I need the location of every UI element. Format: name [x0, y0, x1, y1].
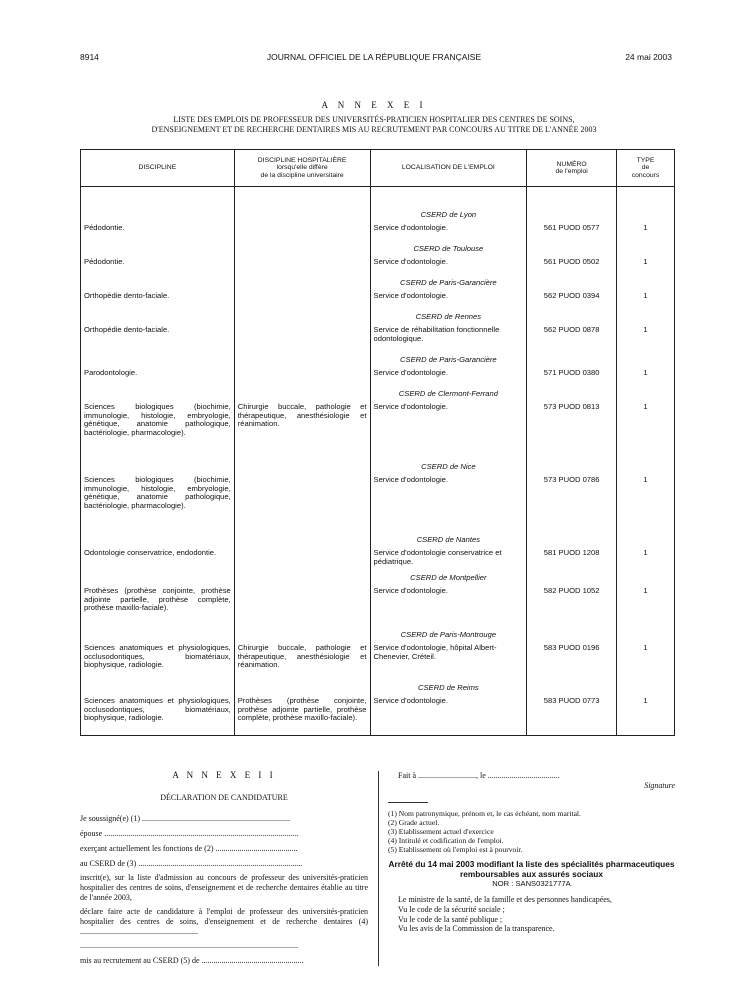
hospital-discipline-cell: Chirurgie buccale, pathologie et thérapeutique, anesthésiologie et réanimation. [234, 403, 370, 459]
centre-name: CSERD de Lyon [370, 207, 527, 224]
empty-cell [81, 275, 235, 292]
table-row [81, 697, 675, 736]
service-cell: Service d'odontologie. [370, 224, 527, 241]
declaration-line: exerçant actuellement les fonctions de (2) ......................................... [80, 843, 298, 853]
type-cell: 1 [617, 326, 675, 352]
positions-table [80, 149, 675, 736]
numero-cell: 573 PUOD 0813 [527, 403, 617, 459]
empty-cell [617, 532, 675, 549]
discipline-cell: Sciences biologiques (biochimie, immunologie, histologie, embryologie, génétique, anatomie pathologique, bactériologie, pharmacologie). [81, 476, 235, 532]
declaration-line: déclare faire acte de candidature à l'emploi de professeur des universités-praticien hospitalier des centres de soins, d'enseignement et de recherche dentaires (4) ........................................................... [80, 907, 368, 936]
empty-cell [234, 386, 370, 403]
empty-cell [617, 275, 675, 292]
footnote: (5) Etablissement où l'emploi est à pourvoir. [388, 845, 523, 855]
location-row [81, 570, 675, 587]
hospital-discipline-cell [234, 258, 370, 275]
empty-cell [617, 309, 675, 326]
footnote: (3) Etablissement actuel d'exercice [388, 827, 494, 837]
discipline-cell: Sciences anatomiques et physiologiques, occlusodontiques, biomatériaux, biophysique, radiologie. [81, 697, 235, 736]
type-cell: 1 [617, 369, 675, 386]
nor-reference: NOR : SANS0321777A [492, 879, 571, 889]
empty-cell [234, 532, 370, 549]
empty-cell [527, 275, 617, 292]
hospital-discipline-cell [234, 476, 370, 532]
empty-cell [617, 680, 675, 697]
discipline-cell: Orthopédie dento-faciale. [81, 292, 235, 309]
header-type [617, 150, 675, 187]
service-cell: Service d'odontologie, hôpital Albert-Chenevier, Créteil. [370, 644, 527, 680]
centre-name: CSERD de Nantes [370, 532, 527, 549]
table-row [81, 403, 675, 459]
location-row [81, 352, 675, 369]
discipline-cell: Sciences biologiques (biochimie, immunologie, histologie, embryologie, génétique, anatomie pathologique, bactériologie, pharmacologie). [81, 403, 235, 459]
type-cell: 1 [617, 549, 675, 570]
spacer-cell [617, 187, 675, 208]
empty-cell [617, 459, 675, 476]
numero-cell: 581 PUOD 1208 [527, 549, 617, 570]
empty-cell [617, 241, 675, 258]
type-cell: 1 [617, 587, 675, 627]
centre-name: CSERD de Paris-Garancière [370, 275, 527, 292]
service-cell: Service de réhabilitation fonctionnelle odontologique. [370, 326, 527, 352]
spacer-cell [370, 187, 527, 208]
table-row [81, 369, 675, 386]
discipline-cell: Parodontologie. [81, 369, 235, 386]
declaration-line: ............................................................................................................. [80, 941, 298, 951]
table-row [81, 587, 675, 627]
numero-cell: 562 PUOD 0394 [527, 292, 617, 309]
empty-cell [81, 386, 235, 403]
table-row [81, 292, 675, 309]
numero-cell: 583 PUOD 0773 [527, 697, 617, 736]
footnote: (1) Nom patronymique, prénom et, le cas échéant, nom marital. [388, 809, 581, 819]
discipline-cell: Pédodontie. [81, 224, 235, 241]
empty-cell [81, 309, 235, 326]
annex-1-title-line1: LISTE DES EMPLOIS DE PROFESSEUR DES UNIVERSITÉS-PRATICIEN HOSPITALIER DES CENTRES DE SOINS, [173, 115, 575, 124]
service-cell: Service d'odontologie. [370, 403, 527, 459]
header-type-line3: concours [631, 171, 660, 179]
declaration-lines [80, 814, 368, 965]
location-row [81, 275, 675, 292]
header-discipline: DISCIPLINE [81, 150, 235, 187]
fait-line: Fait à ............................., le .................................... [398, 771, 560, 780]
service-cell: Service d'odontologie. [370, 697, 527, 736]
empty-cell [527, 241, 617, 258]
discipline-cell: Orthopédie dento-faciale. [81, 326, 235, 352]
service-cell: Service d'odontologie. [370, 258, 527, 275]
header-numero-line1: NUMÉRO [556, 160, 587, 168]
empty-cell [617, 352, 675, 369]
declaration-line: mis au recrutement au CSERD (5) de ................................................... [80, 956, 304, 966]
annex-1-title-line2: D'ENSEIGNEMENT ET DE RECHERCHE DENTAIRES MIS AU RECRUTEMENT PAR CONCOURS AU TITRE DE L'ANNÉE 2003 [151, 125, 597, 134]
numero-cell: 562 PUOD 0878 [527, 326, 617, 352]
arrete-paragraph: Vu les avis de la Commission de la transparence. [398, 924, 555, 934]
empty-cell [527, 532, 617, 549]
empty-cell [81, 532, 235, 549]
centre-name: CSERD de Paris-Garancière [370, 352, 527, 369]
table-spacer-row [81, 187, 675, 208]
type-cell: 1 [617, 258, 675, 275]
service-cell: Service d'odontologie conservatrice et pédiatrique. [370, 549, 527, 570]
location-row [81, 386, 675, 403]
arrete-paragraph: Le ministre de la santé, de la famille et des personnes handicapées, [398, 895, 612, 905]
hospital-discipline-cell [234, 587, 370, 627]
header-hosp-line1: DISCIPLINE HOSPITALIÈRE [257, 156, 347, 164]
header-type-line2: de [641, 164, 650, 172]
empty-cell [234, 241, 370, 258]
header-hospital-discipline [234, 150, 370, 187]
column-divider [378, 771, 379, 966]
footnote: (2) Grade actuel. [388, 818, 440, 828]
location-row [81, 627, 675, 644]
empty-cell [527, 459, 617, 476]
empty-cell [234, 570, 370, 587]
numero-cell: 582 PUOD 1052 [527, 587, 617, 627]
empty-cell [81, 627, 235, 644]
spacer-cell [234, 187, 370, 208]
table-row [81, 258, 675, 275]
header-hosp-line3: de la discipline universitaire [260, 171, 344, 179]
spacer-cell [81, 187, 235, 208]
arrete-paragraph: Vu le code de la santé publique ; [398, 914, 503, 924]
hospital-discipline-cell: Prothèses (prothèse conjointe, prothèse adjointe partielle, prothèse complète, prothèse maxillo-faciale). [234, 697, 370, 736]
arrete-title: Arrêté du 14 mai 2003 modifiant la liste des spécialités pharmaceutiques remboursables aux assurés sociaux [388, 859, 675, 880]
table-row [81, 224, 675, 241]
type-cell: 1 [617, 224, 675, 241]
header-numero [527, 150, 617, 187]
location-row [81, 309, 675, 326]
empty-cell [234, 207, 370, 224]
hospital-discipline-cell [234, 224, 370, 241]
empty-cell [527, 570, 617, 587]
table-row [81, 644, 675, 680]
empty-cell [234, 627, 370, 644]
annex-1-label: A N N E X E I [321, 100, 427, 110]
arrete-paragraph: Vu le code de la sécurité sociale ; [398, 904, 505, 914]
centre-name: CSERD de Toulouse [370, 241, 527, 258]
header-localisation: LOCALISATION DE L'EMPLOI [370, 150, 527, 187]
header-hosp-line2: lorsqu'elle diffère [276, 164, 328, 172]
centre-name: CSERD de Montpellier [370, 570, 527, 587]
centre-name: CSERD de Rennes [370, 309, 527, 326]
page-number: 8914 [80, 52, 99, 62]
table-row [81, 476, 675, 532]
empty-cell [527, 680, 617, 697]
hospital-discipline-cell [234, 549, 370, 570]
right-column [388, 771, 675, 934]
empty-cell [234, 309, 370, 326]
centre-name: CSERD de Paris-Montrouge [370, 627, 527, 644]
issue-date: 24 mai 2003 [625, 52, 672, 62]
hospital-discipline-cell: Chirurgie buccale, pathologie et thérapeutique, anesthésiologie et réanimation. [234, 644, 370, 680]
type-cell: 1 [617, 697, 675, 736]
service-cell: Service d'odontologie. [370, 476, 527, 532]
declaration-line: inscrit(e), sur la liste d'admission au concours de professeur des universités-praticien hospitalier des centres de soins, d'enseignement et de recherche dentaires établie au titre de l'année 2003, [80, 873, 368, 902]
numero-cell: 573 PUOD 0786 [527, 476, 617, 532]
signature-label: Signature [644, 780, 675, 790]
empty-cell [234, 680, 370, 697]
hospital-discipline-cell [234, 326, 370, 352]
service-cell: Service d'odontologie. [370, 587, 527, 627]
empty-cell [617, 570, 675, 587]
table-header-row [81, 150, 675, 187]
footnotes-list [388, 809, 675, 854]
annex-1-title [80, 115, 668, 135]
annex-2-section [80, 771, 368, 971]
empty-cell [81, 570, 235, 587]
spacer-cell [527, 187, 617, 208]
discipline-cell: Prothèses (prothèse conjointe, prothèse adjointe partielle, prothèse complète, prothèse maxillo-faciale). [81, 587, 235, 627]
empty-cell [527, 352, 617, 369]
declaration-line: au CSERD de (3) .................................................................................. [80, 858, 303, 868]
table-row [81, 549, 675, 570]
empty-cell [617, 207, 675, 224]
empty-cell [617, 386, 675, 403]
location-row [81, 532, 675, 549]
empty-cell [81, 241, 235, 258]
empty-cell [81, 207, 235, 224]
header-numero-line2: de l'emploi [555, 168, 588, 175]
annex-2-label: A N N E X E I I [172, 770, 276, 780]
arrete-body [388, 895, 675, 934]
empty-cell [527, 207, 617, 224]
centre-name: CSERD de Reims [370, 680, 527, 697]
service-cell: Service d'odontologie. [370, 369, 527, 386]
numero-cell: 571 PUOD 0380 [527, 369, 617, 386]
location-row [81, 459, 675, 476]
discipline-cell: Odontologie conservatrice, endodontie. [81, 549, 235, 570]
notes-divider [388, 802, 428, 803]
location-row [81, 207, 675, 224]
header-type-line1: TYPE [636, 156, 655, 164]
centre-name: CSERD de Clermont-Ferrand [370, 386, 527, 403]
empty-cell [81, 680, 235, 697]
type-cell: 1 [617, 476, 675, 532]
service-cell: Service d'odontologie. [370, 292, 527, 309]
empty-cell [234, 352, 370, 369]
empty-cell [234, 459, 370, 476]
type-cell: 1 [617, 644, 675, 680]
empty-cell [81, 352, 235, 369]
declaration-title: DÉCLARATION DE CANDIDATURE [160, 792, 288, 802]
empty-cell [81, 459, 235, 476]
journal-title: JOURNAL OFFICIEL DE LA RÉPUBLIQUE FRANÇAISE [266, 52, 482, 62]
empty-cell [527, 309, 617, 326]
hospital-discipline-cell [234, 292, 370, 309]
location-row [81, 241, 675, 258]
declaration-line: épouse ................................................................................................. [80, 829, 299, 839]
type-cell: 1 [617, 403, 675, 459]
numero-cell: 561 PUOD 0577 [527, 224, 617, 241]
footnote: (4) Intitulé et codification de l'emploi. [388, 836, 504, 846]
discipline-cell: Sciences anatomiques et physiologiques, occlusodontiques, biomatériaux, biophysique, radiologie. [81, 644, 235, 680]
centre-name: CSERD de Nice [370, 459, 527, 476]
type-cell: 1 [617, 292, 675, 309]
hospital-discipline-cell [234, 369, 370, 386]
declaration-line: Je soussigné(e) (1) .......................................................................... [80, 814, 290, 824]
table-row [81, 326, 675, 352]
empty-cell [234, 275, 370, 292]
numero-cell: 583 PUOD 0196 [527, 644, 617, 680]
discipline-cell: Pédodontie. [81, 258, 235, 275]
empty-cell [617, 627, 675, 644]
location-row [81, 680, 675, 697]
empty-cell [527, 627, 617, 644]
empty-cell [527, 386, 617, 403]
numero-cell: 561 PUOD 0502 [527, 258, 617, 275]
